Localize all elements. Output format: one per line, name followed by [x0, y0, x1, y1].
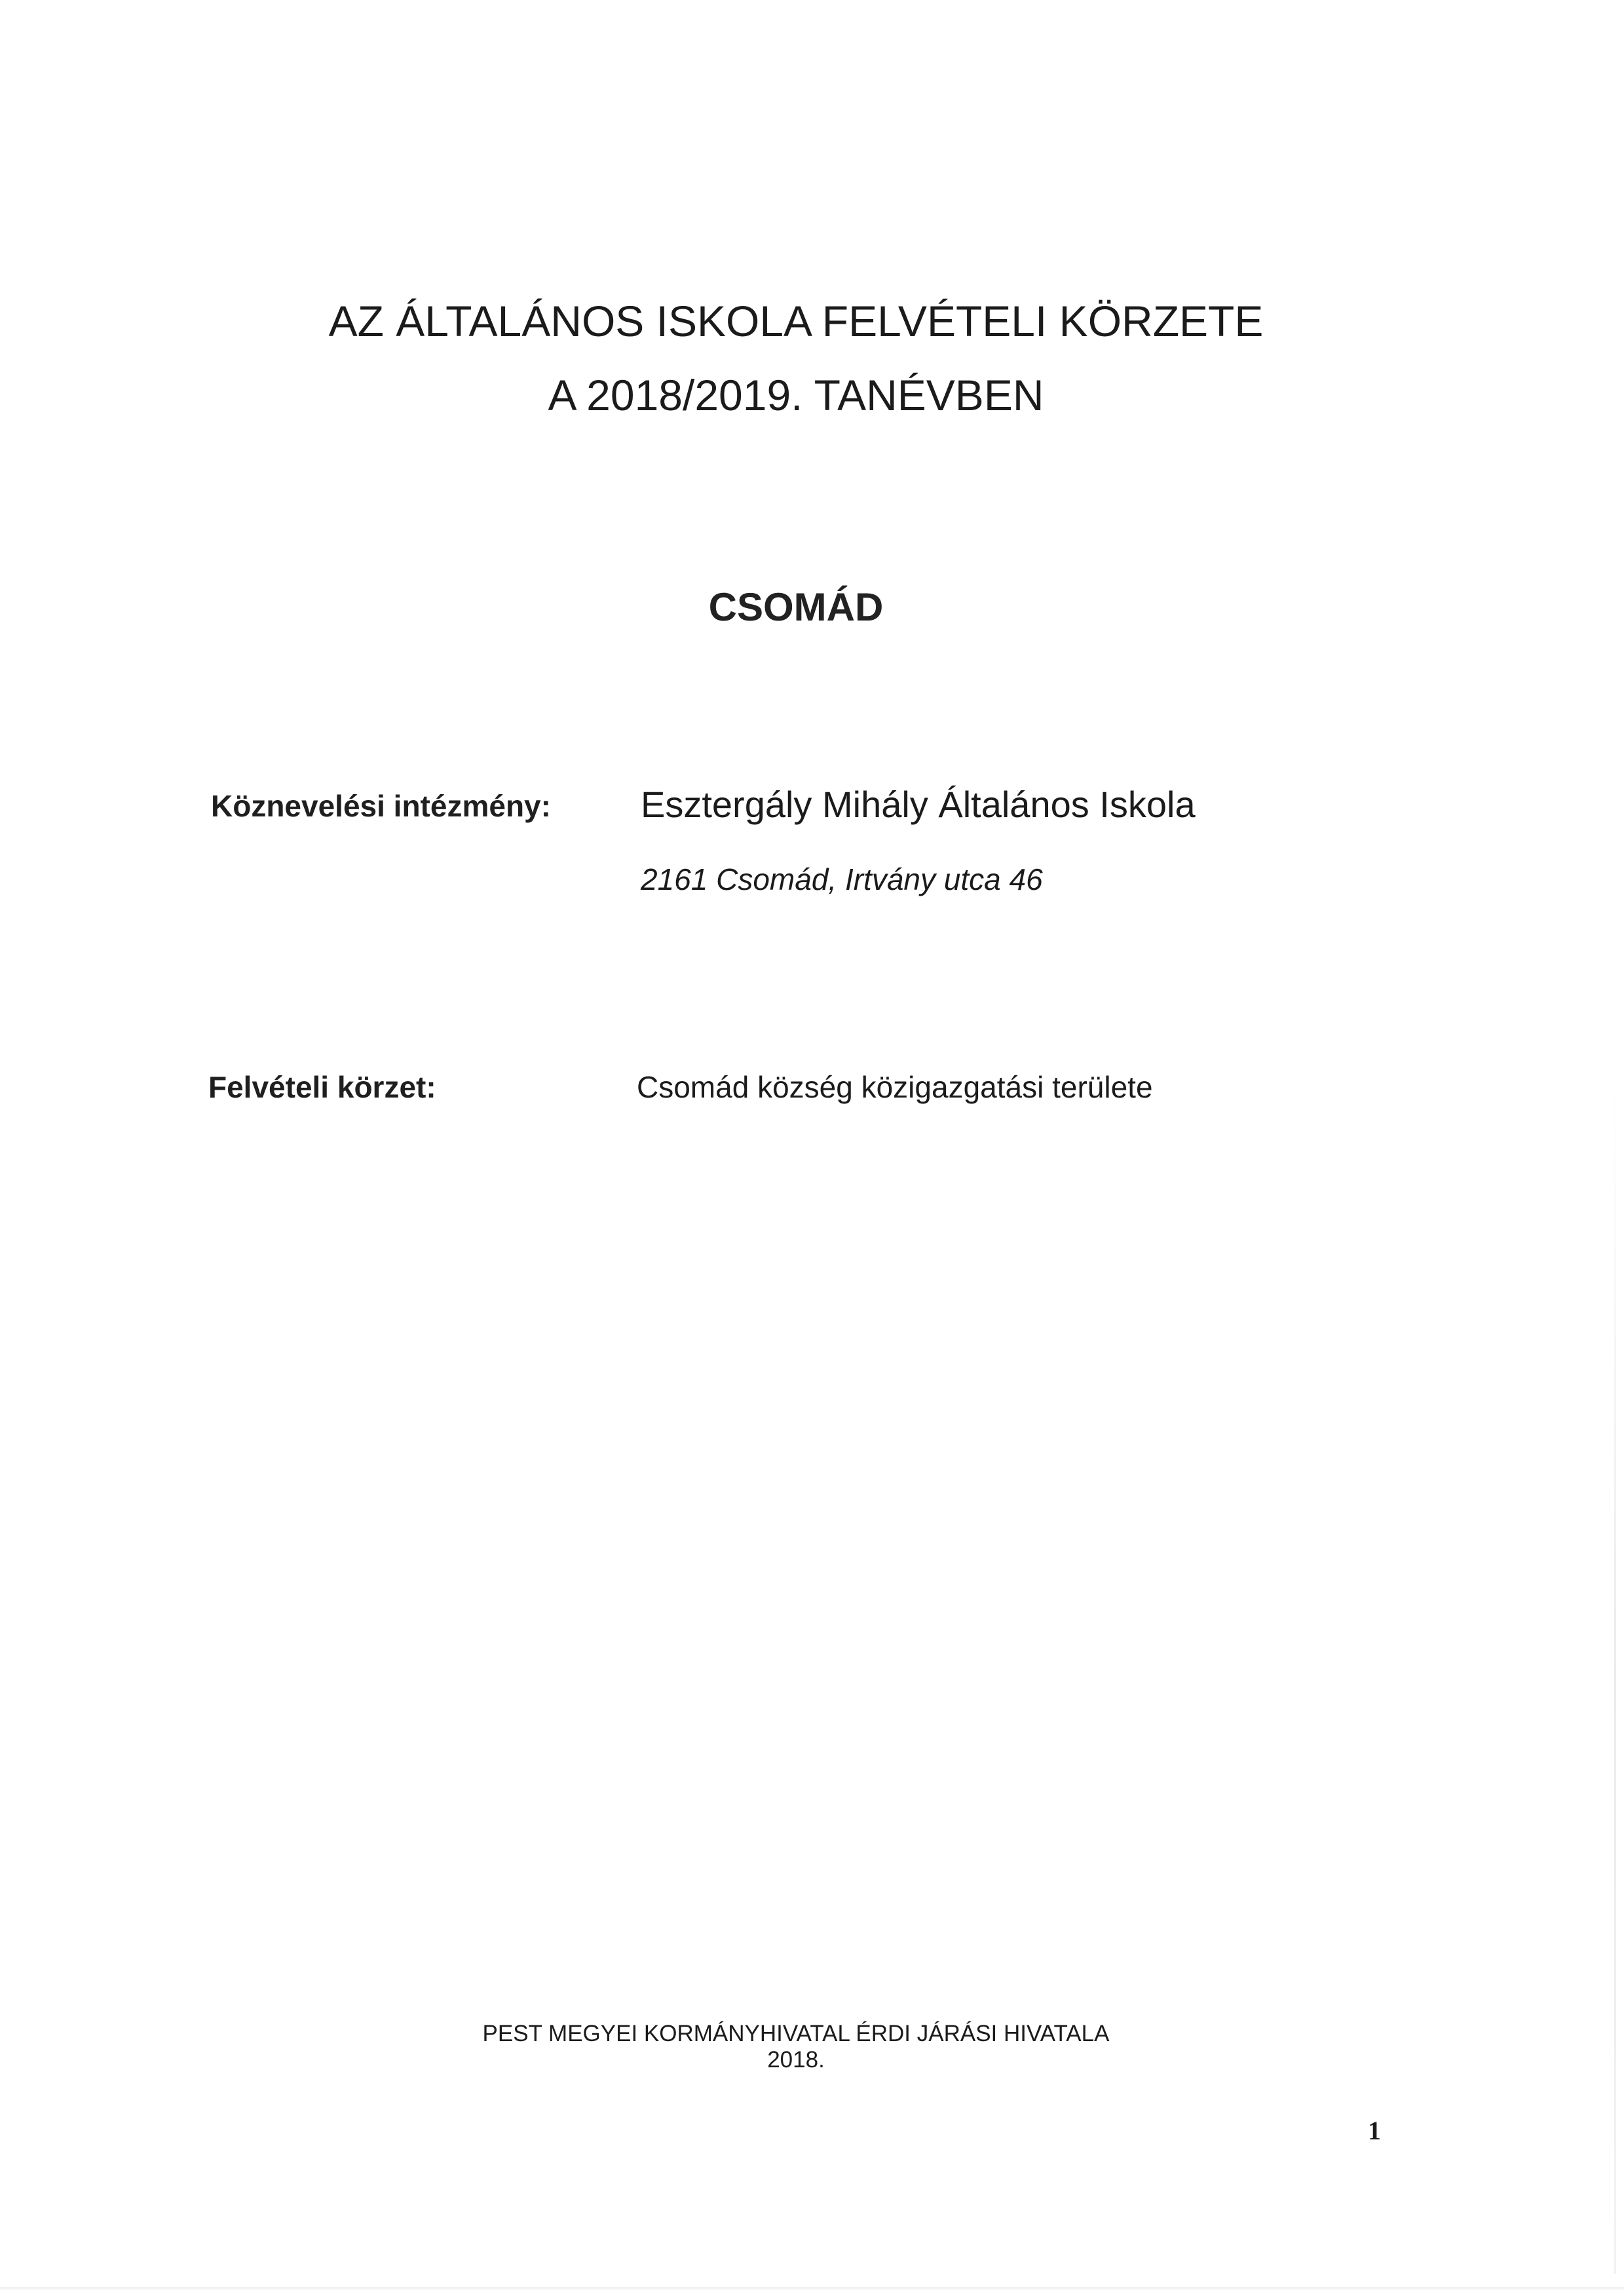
institution-name: Esztergály Mihály Általános Iskola: [641, 784, 1196, 825]
district-value: Csomád község közigazgatási területe: [637, 1070, 1153, 1104]
town-heading: CSOMÁD: [708, 585, 884, 629]
footer-year: 2018.: [767, 2047, 825, 2073]
document-title-line2: A 2018/2019. TANÉVBEN: [548, 371, 1044, 419]
document-title-line1: AZ ÁLTALÁNOS ISKOLA FELVÉTELI KÖRZETE: [328, 297, 1264, 345]
institution-label: Köznevelési intézmény:: [211, 789, 551, 823]
scan-edge: [1614, 1081, 1616, 2274]
footer-issuer: PEST MEGYEI KORMÁNYHIVATAL ÉRDI JÁRÁSI HIVATALA: [482, 2021, 1110, 2046]
institution-address: 2161 Csomád, Irtvány utca 46: [641, 862, 1043, 896]
scan-edge: [0, 2287, 1624, 2289]
page-number: 1: [1368, 2116, 1381, 2145]
district-label: Felvételi körzet:: [208, 1070, 436, 1104]
